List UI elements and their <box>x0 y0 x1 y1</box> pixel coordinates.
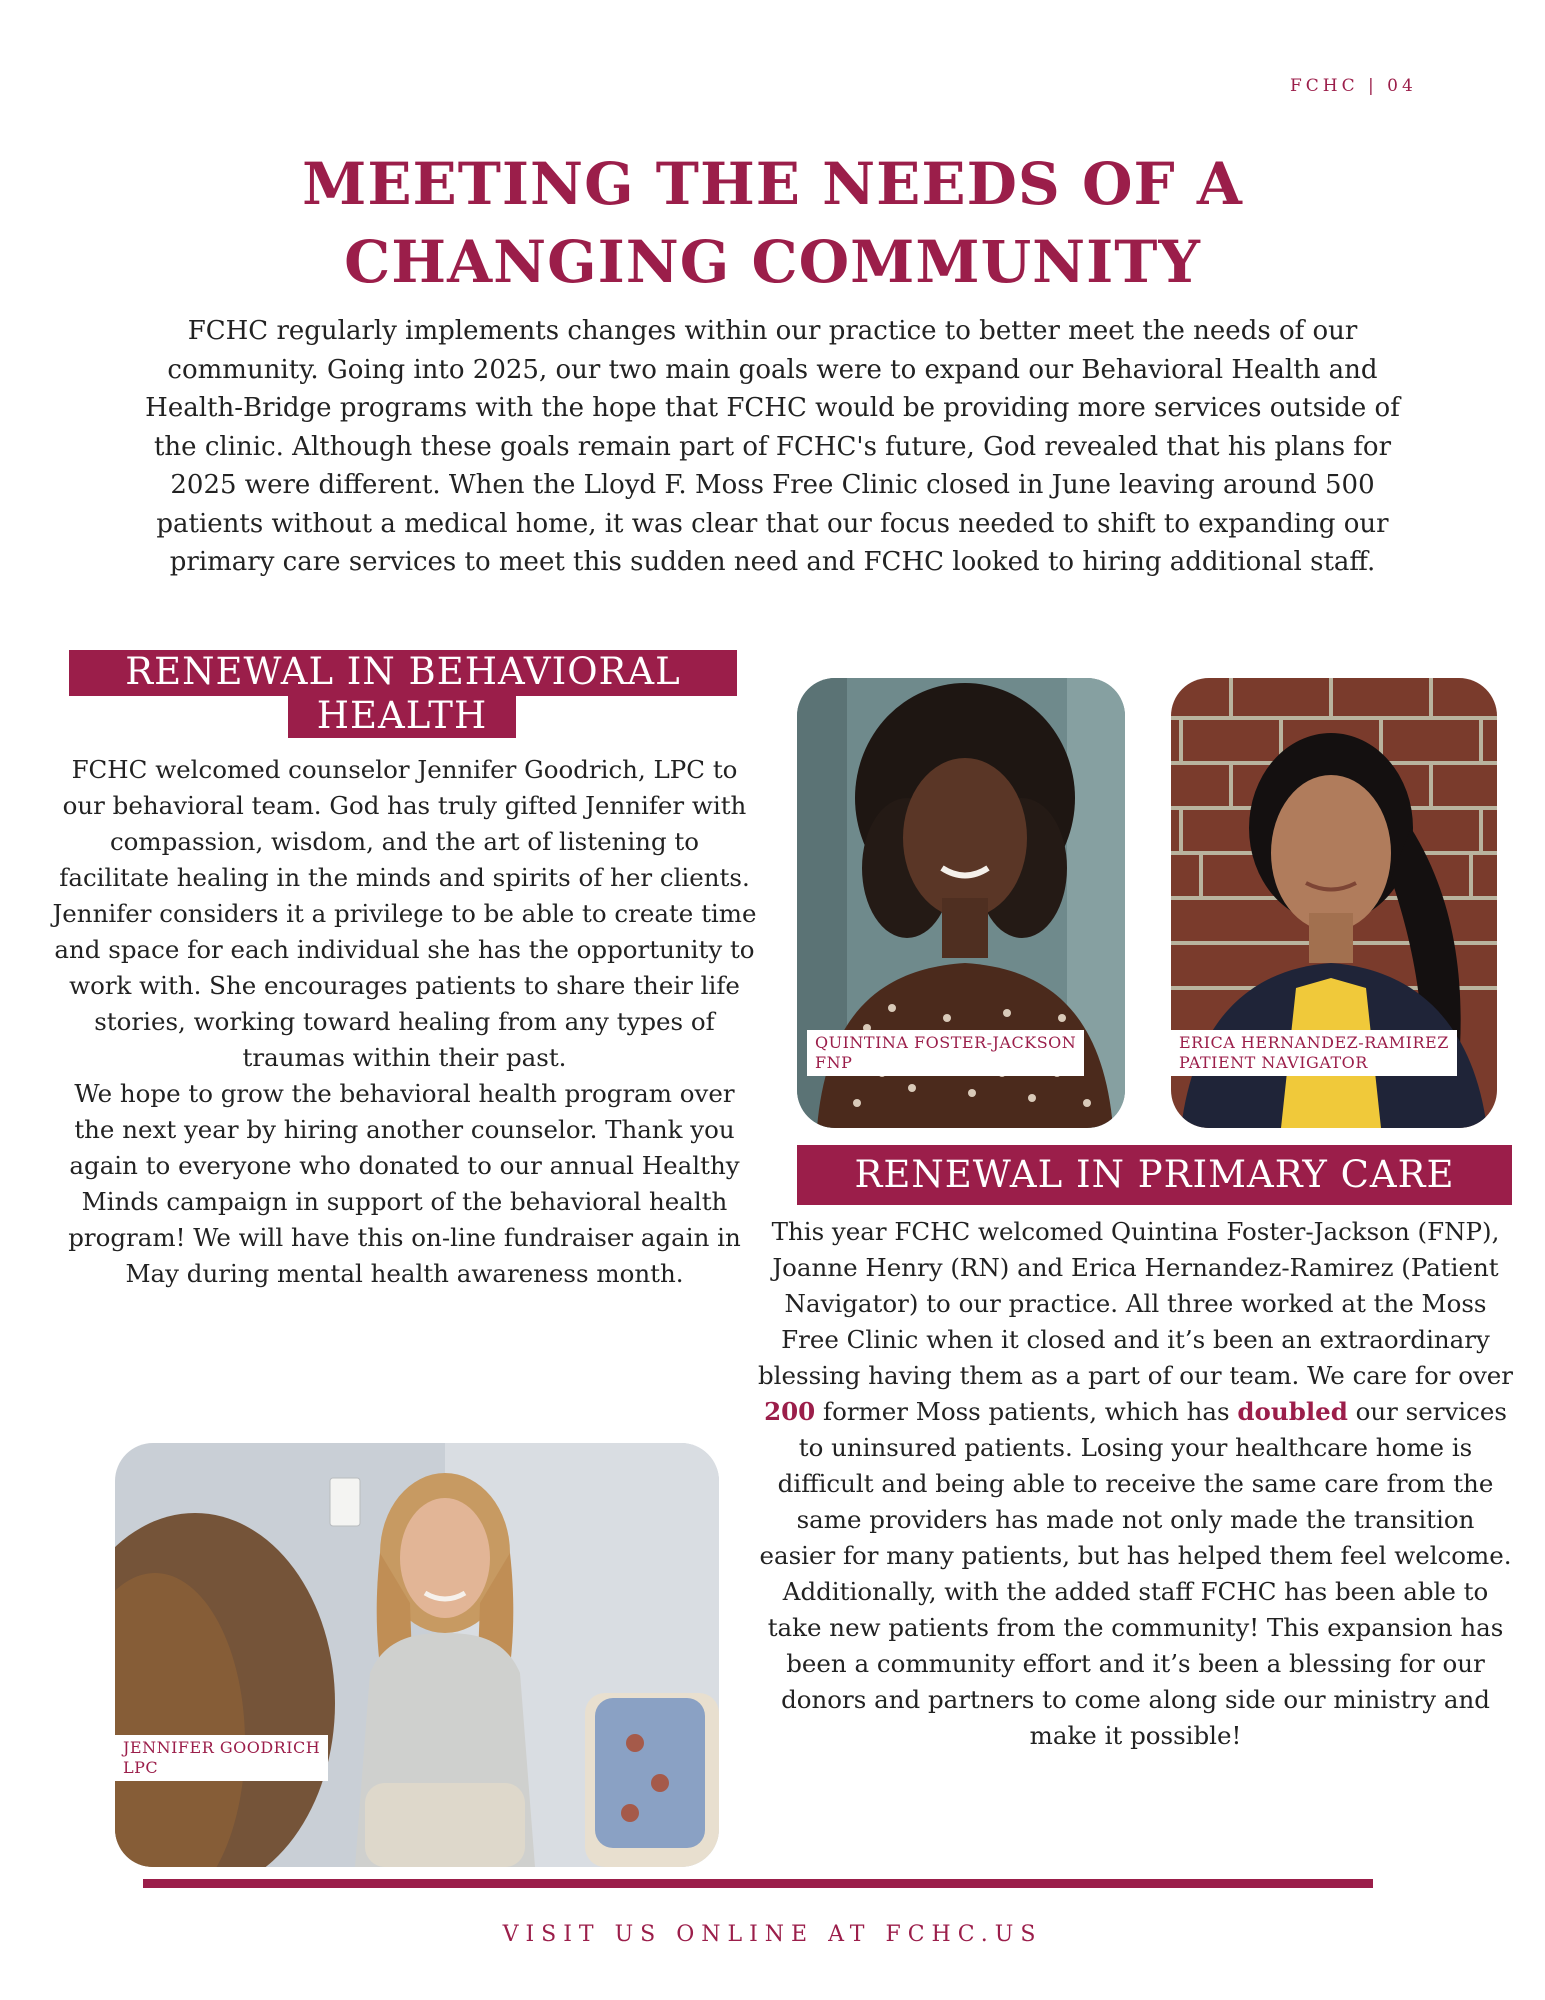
primary-text-b: former Moss patients, which has <box>815 1397 1238 1426</box>
primary-care-heading: RENEWAL IN PRIMARY CARE <box>797 1145 1512 1205</box>
behavioral-heading-line-2: HEALTH <box>288 694 516 738</box>
jennifer-role: LPC <box>123 1758 159 1777</box>
highlight-200: 200 <box>764 1397 816 1426</box>
footer-website-text: VISIT US ONLINE AT FCHC.US <box>502 1922 1043 1947</box>
jennifer-name: JENNIFER GOODRICH <box>123 1738 321 1757</box>
primary-text-c: our services to uninsured patients. Losing your healthcare home is difficult and being able to receive the same care from the same providers has made not only made the transition easier for many patients, but has helped them feel welcome. Additionally, with the added staff FCHC has been able to take new patients from the community! This expansion has been a community effort and it’s been a blessing for our donors and partners to come along side our ministry and make it possible! <box>759 1397 1512 1750</box>
page-title-line-2: CHANGING COMMUNITY <box>344 228 1201 296</box>
quintina-caption <box>807 1030 1084 1076</box>
behavioral-body <box>52 752 757 1292</box>
erica-photo <box>1171 678 1497 1128</box>
primary-care-body <box>758 1214 1513 1754</box>
behavioral-paragraph: Jennifer considers it a privilege to be able to create time and space for each individual she has the opportunity to work with. She encourages patients to share their life stories, working toward healing from any types of traumas within their past. <box>52 899 757 1072</box>
behavioral-heading-line-1: RENEWAL IN BEHAVIORAL <box>69 650 737 696</box>
primary-text-a: This year FCHC welcomed Quintina Foster-Jackson (FNP), Joanne Henry (RN) and Erica Hernandez-Ramirez (Patient Navigator) to our practice. All three worked at the Moss Free Clinic when it closed and it’s been an extraordinary blessing having them as a part of our team. We care for over <box>758 1217 1514 1390</box>
highlight-doubled: doubled <box>1237 1397 1348 1426</box>
erica-name: ERICA HERNANDEZ-RAMIREZ <box>1179 1033 1449 1052</box>
page-title <box>0 145 1545 301</box>
jennifer-counseling-illustration <box>115 1443 719 1867</box>
quintina-name: QUINTINA FOSTER-JACKSON <box>815 1033 1077 1052</box>
footer-divider <box>143 1879 1373 1888</box>
page-label: FCHC | 04 <box>1290 76 1417 96</box>
erica-caption <box>1171 1030 1457 1076</box>
jennifer-caption <box>115 1735 328 1781</box>
quintina-photo <box>797 678 1125 1128</box>
intro-paragraph: FCHC regularly implements changes within our practice to better meet the needs of our community. Going into 2025, our two main goals were to expand our Behavioral Health and Health-Bridge programs with the hope that FCHC would be providing more services outside of the clinic. Although these goals remain part of FCHC's future, God revealed that his plans for 2025 were different. When the Lloyd F. Moss Free Clinic closed in June leaving around 500 patients without a medical home, it was clear that our focus needed to shift to expanding our primary care services to meet this sudden need and FCHC looked to hiring additional staff. <box>145 316 1400 577</box>
jennifer-photo <box>115 1443 719 1867</box>
behavioral-paragraph: We hope to grow the behavioral health program over the next year by hiring another counselor. Thank you again to everyone who donated to our annual Healthy Minds campaign in support of the behavioral health program! We will have this on-line fundraiser again in May during mental health awareness month. <box>68 1079 741 1288</box>
erica-role: PATIENT NAVIGATOR <box>1179 1053 1368 1072</box>
page-title-line-1: MEETING THE NEEDS OF A <box>302 150 1243 218</box>
quintina-role: FNP <box>815 1053 853 1072</box>
behavioral-paragraph: FCHC welcomed counselor Jennifer Goodrich, LPC to our behavioral team. God has truly gifted Jennifer with compassion, wisdom, and the art of listening to facilitate healing in the minds and spirits of her clients. <box>59 755 750 892</box>
